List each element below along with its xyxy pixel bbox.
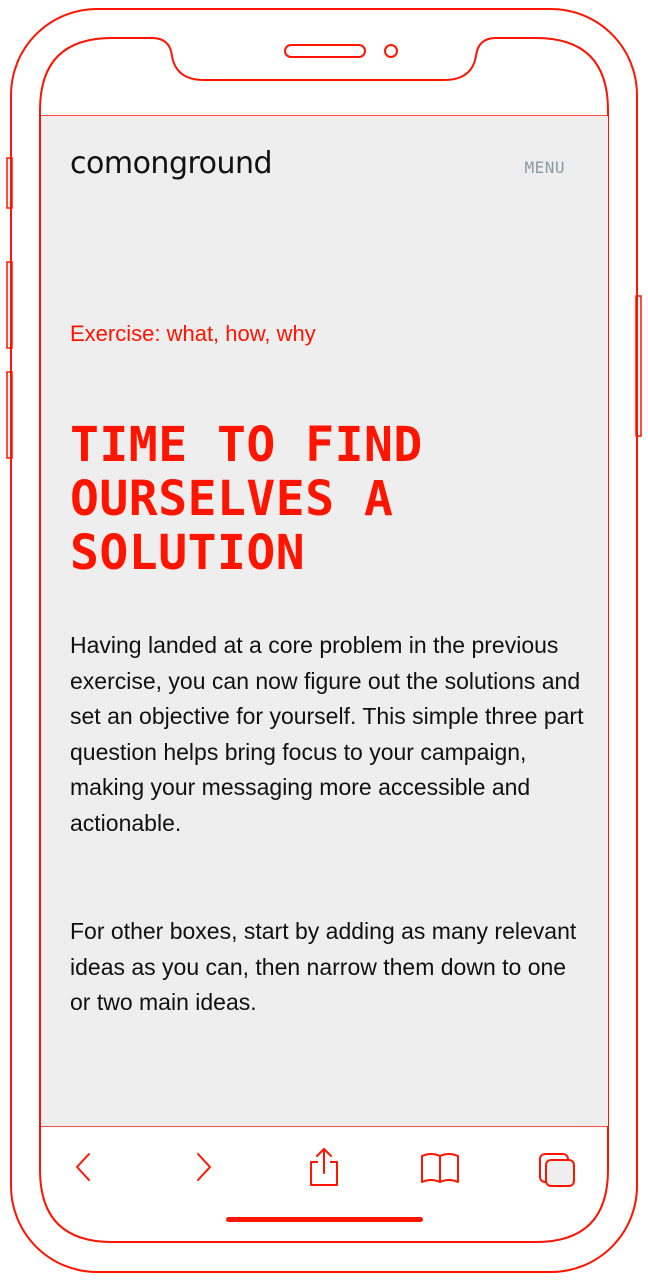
speaker-grille: [285, 45, 365, 57]
back-button[interactable]: [64, 1147, 104, 1187]
share-icon: [304, 1147, 344, 1187]
bookmarks-button[interactable]: [420, 1147, 460, 1187]
tabs-button[interactable]: [538, 1147, 578, 1187]
instructions-paragraph: For other boxes, start by adding as many relevant ideas as you can, then narrow them down to one or two main ideas.: [70, 918, 577, 1015]
webpage-viewport: [41, 116, 608, 1126]
volume-up-button: [7, 262, 12, 348]
chevron-left-icon: [64, 1147, 104, 1187]
exercise-label: Exercise: what, how, why: [70, 321, 316, 346]
share-button[interactable]: [304, 1147, 344, 1187]
silent-switch: [7, 158, 12, 208]
menu-button[interactable]: MENU: [524, 158, 565, 177]
front-camera: [385, 45, 397, 57]
intro-paragraph: Having landed at a core problem in the previous exercise, you can now figure out the solutions and set an objective for yourself. This simple three part question helps bring focus to your campaign, making your messaging more accessible and actionable.: [70, 632, 584, 836]
bookmarks-icon: [420, 1147, 460, 1187]
home-indicator[interactable]: [226, 1217, 423, 1222]
site-logo[interactable]: comonground: [70, 146, 273, 181]
forward-button[interactable]: [183, 1147, 223, 1187]
chevron-right-icon: [183, 1147, 223, 1187]
browser-toolbar: [41, 1127, 608, 1217]
page-title: TIME TO FIND OURSELVES A SOLUTION: [70, 417, 423, 581]
tabs-icon: [538, 1147, 578, 1187]
power-button: [636, 296, 641, 436]
volume-down-button: [7, 372, 12, 458]
